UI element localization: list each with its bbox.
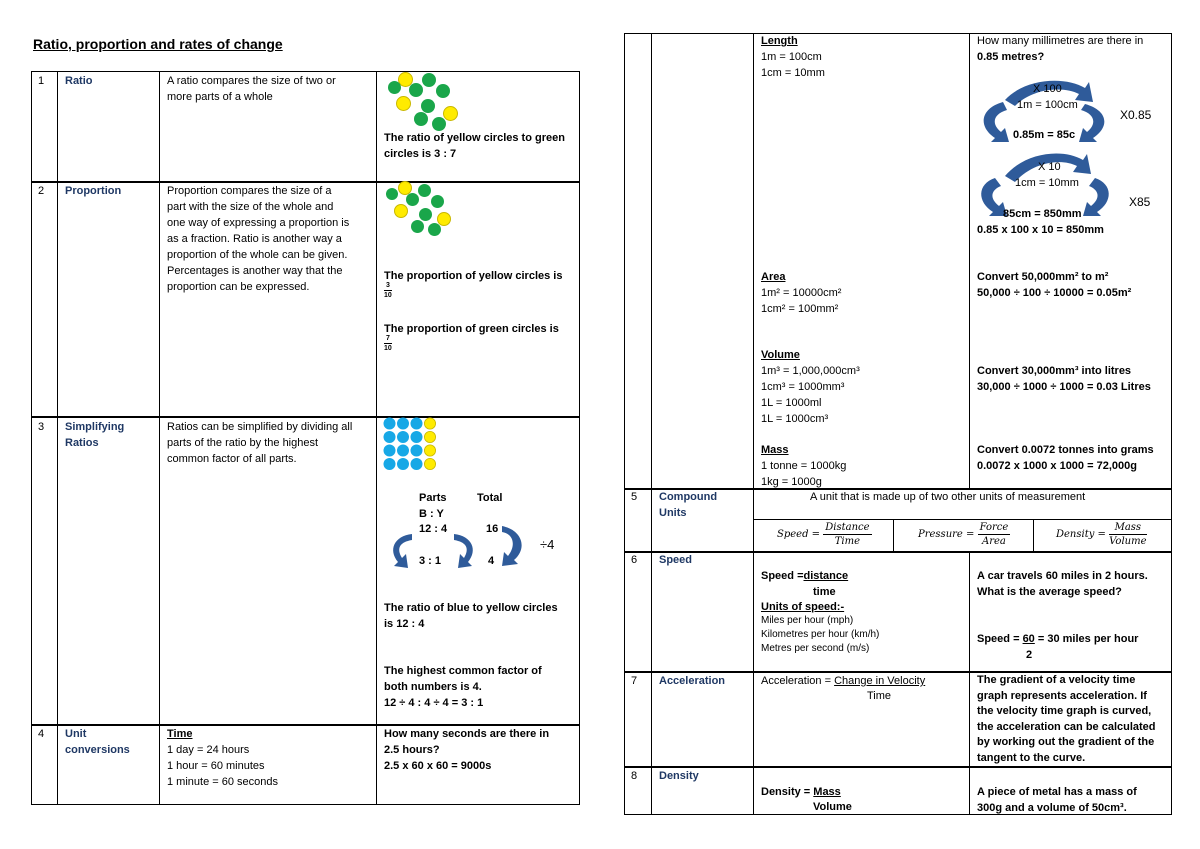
pressure-formula: Pressure = $\frac{\text{Force}}{\text{Area}}$ (918, 522, 1009, 547)
simplifying-definition: Ratios can be simplified by dividing all parts of the ratio by the highest common factor of all parts. (167, 421, 353, 465)
mass-question: Convert 0.0072 tonnes into grams 0.0072 x 1000 x 1000 = 72,000g (977, 444, 1154, 472)
blue-yellow-ratio-text: The ratio of blue to yellow circles is 12 : 4 (384, 602, 558, 630)
m85-label: 0.85m = 85c (1013, 129, 1076, 141)
fraction-3-10: $\frac{3}{10}$ (384, 282, 392, 299)
row-number: 3 (38, 421, 45, 433)
b-y-label: B : Y (419, 508, 444, 520)
speed-formula-text: Speed =distance (761, 570, 849, 582)
area-conversions: Area 1m² = 10000cm² 1cm² = 100mm² (761, 271, 842, 315)
row-number: 1 (38, 75, 45, 87)
row-number: 6 (631, 554, 638, 566)
x10-label: X 10 (1038, 161, 1061, 173)
volume-question: Convert 30,000mm³ into litres 30,000 ÷ 1000 ÷ 1000 = 0.03 Litres (977, 365, 1151, 393)
row-number: 4 (38, 728, 45, 740)
density-formula-text: Density = Mass (761, 786, 841, 798)
speed-time-denominator: time (813, 586, 836, 598)
compound-description: A unit that is made up of two other units of measurement (810, 491, 1086, 503)
mm-answer: 0.85 x 100 x 10 = 850mm (977, 224, 1104, 236)
term-simplifying-ratios: Simplifying Ratios (65, 421, 125, 449)
density-volume-denominator: Volume (813, 801, 852, 813)
time-conversions: Time 1 day = 24 hours 1 hour = 60 minutes 1 minute = 60 seconds (167, 728, 278, 788)
term-speed: Speed (659, 554, 693, 566)
density-question: A piece of metal has a mass of 300g and a volume of 50cm³. (977, 786, 1137, 814)
mm-question: How many millimetres are there in 0.85 metres? (977, 35, 1144, 63)
proportion-definition: Proportion compares the size of a part with the size of the whole and one way of expressing a proportion is as a fraction. Ratio is another way a proportion of the whole can be given. Percentages is another way that the proportion can be expressed. (167, 185, 350, 293)
term-ratio: Ratio (65, 75, 93, 87)
proportion-green: The proportion of green circles is (384, 323, 559, 335)
parts-header: Parts (419, 492, 447, 504)
divide-4-label: ÷4 (540, 537, 555, 552)
acceleration-explanation: The gradient of a velocity time graph represents acceleration. If the velocity time graph is curved, the acceleration can be calculated by working out the gradient of the tangent to the curve. (977, 674, 1156, 764)
speed-question: A car travels 60 miles in 2 hours. What is the average speed? (977, 570, 1148, 598)
units-of-speed-heading: Units of speed:- (761, 601, 845, 613)
cm-to-mm: 1cm = 10mm (1015, 177, 1079, 189)
row-number: 8 (631, 770, 638, 782)
row-number: 5 (631, 491, 638, 503)
x85-label: X85 (1129, 195, 1151, 209)
term-proportion: Proportion (65, 185, 122, 197)
total-16: 16 (486, 523, 499, 535)
proportion-yellow: The proportion of yellow circles is (384, 270, 563, 282)
speed-answer: Speed = 60 = 30 miles per hour (977, 633, 1139, 645)
row-number: 7 (631, 675, 638, 687)
volume-conversions: Volume 1m³ = 1,000,000cm³ 1cm³ = 1000mm³ 1L = 1000ml 1L = 1000cm³ (761, 349, 860, 425)
x100-label: X 100 (1033, 83, 1062, 95)
blue-yellow-grid (383, 417, 443, 477)
density-formula: Density = $\frac{\text{Mass}}{\text{Volume}}$ (1056, 522, 1147, 547)
ratio-example: The ratio of yellow circles to green circles is 3 : 7 (384, 132, 565, 160)
m-to-cm: 1m = 100cm (1017, 99, 1078, 111)
term-acceleration: Acceleration (659, 675, 726, 687)
fraction-7-10: $\frac{7}{10}$ (384, 335, 392, 352)
acceleration-time-denominator: Time (867, 690, 892, 702)
acceleration-formula: Acceleration = Change in Velocity (761, 675, 926, 687)
x085-label: X0.85 (1120, 108, 1152, 122)
area-question: Convert 50,000mm² to m² 50,000 ÷ 100 ÷ 10000 = 0.05m² (977, 271, 1132, 299)
speed-formula: Speed = $\frac{\text{Distance}}{\text{Time}}$ (777, 522, 870, 547)
term-compound-units: Compound Units (659, 491, 718, 519)
divide-arrows-icon (384, 522, 534, 572)
cm850-label: 85cm = 850mm (1003, 208, 1082, 220)
ratio-definition: A ratio compares the size of two or more parts of a whole (167, 75, 336, 103)
speed-answer-denominator: 2 (1026, 649, 1033, 661)
row-number: 2 (38, 185, 45, 197)
page-title: Ratio, proportion and rates of change (33, 36, 283, 52)
hcf-text: The highest common factor of both numbers is 4. 12 ÷ 4 : 4 ÷ 4 = 3 : 1 (384, 665, 542, 709)
ratio-3-1: 3 : 1 (419, 555, 442, 567)
total-header: Total (477, 492, 503, 504)
term-unit-conversions: Unit conversions (65, 728, 130, 756)
term-density: Density (659, 770, 699, 782)
speed-units-list: Miles per hour (mph) Kilometres per hour (km/h) Metres per second (m/s) (761, 615, 880, 654)
ratio-12-4: 12 : 4 (419, 523, 448, 535)
length-conversions: Length 1m = 100cm 1cm = 10mm (761, 35, 825, 79)
seconds-question: How many seconds are there in 2.5 hours? 2.5 x 60 x 60 = 9000s (384, 728, 550, 772)
mass-conversions: Mass 1 tonne = 1000kg 1kg = 1000g (761, 444, 847, 488)
total-4: 4 (488, 555, 495, 567)
